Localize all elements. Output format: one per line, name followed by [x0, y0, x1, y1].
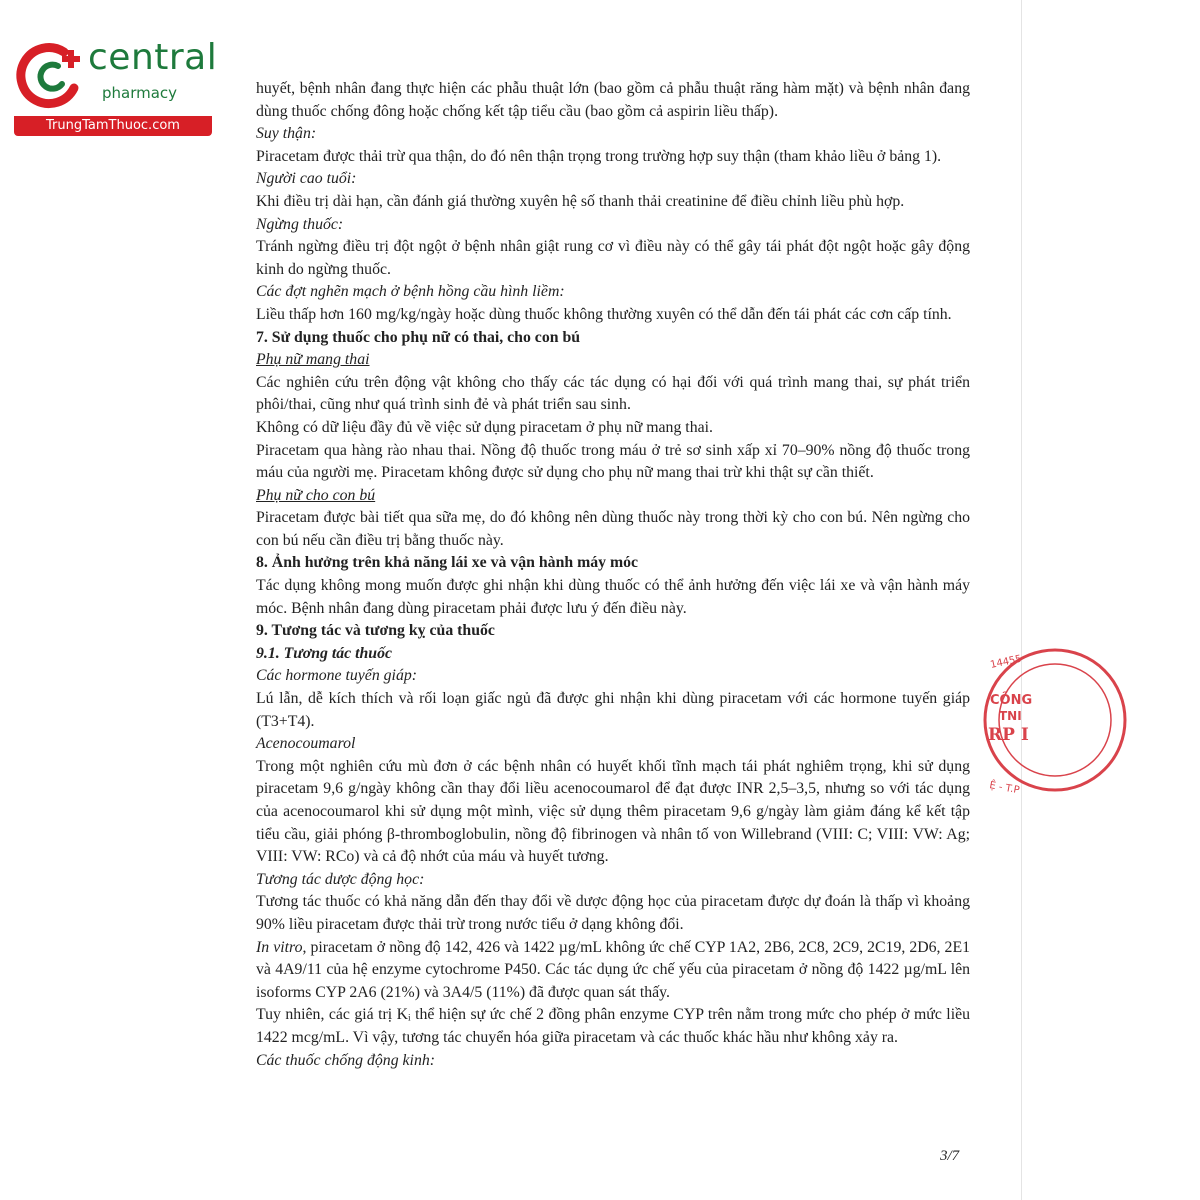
subheading: Phụ nữ cho con bú	[256, 486, 376, 504]
page-number: 3/7	[940, 1148, 960, 1164]
page-edge	[1021, 0, 1022, 1200]
pharmacy-c-cross-icon	[12, 36, 92, 116]
paragraph: Tác dụng không mong muốn được ghi nhận khi dùng thuốc có thể ảnh hưởng đến việc lái xe và vận hành máy móc. Bệnh nhân đang dùng piracetam phải được lưu ý đến điều này.	[256, 577, 970, 617]
logo-subtitle: pharmacy	[102, 84, 178, 102]
paragraph: Piracetam được bài tiết qua sữa mẹ, do đó không nên dùng thuốc này trong thời kỳ cho con bú. Nên ngừng cho con bú nếu cần điều trị bằng thuốc này.	[256, 509, 970, 549]
paragraph: Các nghiên cứu trên động vật không cho thấy các tác dụng có hại đối với quá trình mang thai, sự phát triển phôi/thai, cũng như quá trình sinh đẻ và phát triển sau sinh.	[256, 373, 970, 414]
paragraph	[256, 937, 970, 1005]
paragraph: Piracetam qua hàng rào nhau thai. Nồng độ thuốc trong máu ở trẻ sơ sinh xấp xỉ 70–90% nồng độ thuốc trong máu của người mẹ. Piracetam không được sử dụng cho phụ nữ mang thai trừ khi thật sự cần thiết.	[256, 441, 970, 482]
subheading: Các thuốc chống động kinh:	[256, 1051, 435, 1069]
paragraph-lead: In vitro	[256, 938, 303, 956]
paragraph: Trong một nghiên cứu mù đơn ở các bệnh nhân có huyết khối tĩnh mạch tái phát nghiêm trọng, khi sử dụng piracetam 9,6 g/ngày không cần thay đổi liều acenocoumarol để đạt được INR 2,5–3,5, nhưng so với tác dụng của acenocoumarol khi sử dụng một mình, việc sử dụng thêm piracetam 9,6 g/ngày làm giảm đáng kể kết tập tiểu cầu, giải phóng β-thromboglobulin, nồng độ fibrinogen và nhân tố von Willebrand (VIII: C; VIII: VW: Ag; VIII: VW: RCo) và cả độ nhớt của máu và huyết tương.	[256, 757, 970, 866]
svg-text:TNI: TNI	[999, 709, 1022, 723]
subheading: Người cao tuổi:	[256, 170, 357, 188]
red-stamp-seal	[985, 640, 1033, 800]
subheading: Ngừng thuốc:	[256, 215, 344, 233]
svg-text:14455: 14455	[989, 653, 1023, 671]
paragraph: Khi điều trị dài hạn, cần đánh giá thường xuyên hệ số thanh thải creatinine để điều chỉnh liều phù hợp.	[256, 192, 905, 210]
subheading: Các đợt nghẽn mạch ở bệnh hồng cầu hình liềm:	[256, 283, 565, 301]
section-heading: 9.1. Tương tác thuốc	[256, 644, 392, 662]
svg-text:RP I: RP I	[988, 725, 1029, 745]
paragraph-text: , piracetam ở nồng độ 142, 426 và 1422 µg/mL không ức chế CYP 1A2, 2B6, 2C8, 2C9, 2C19, 2D6, 2E1 và 4A9/11 của hệ enzyme cytochrome P450. Các tác dụng ức chế yếu của piracetam ở nồng độ 1422 µg/mL lên isoforms CYP 2A6 (21%) và 3A4/5 (11%) đã được quan sát thấy.	[256, 938, 970, 1001]
subheading: Các hormone tuyến giáp:	[256, 667, 418, 685]
subheading: Suy thận:	[256, 125, 317, 143]
paragraph: Liều thấp hơn 160 mg/kg/ngày hoặc dùng thuốc không thường xuyên có thể dẫn đến tái phát các cơn cấp tính.	[256, 305, 952, 323]
subheading: Phụ nữ mang thai	[256, 351, 370, 369]
section-heading: 8. Ảnh hưởng trên khả năng lái xe và vận hành máy móc	[256, 554, 639, 572]
logo-url: TrungTamThuoc.com	[14, 116, 212, 136]
paragraph: Tránh ngừng điều trị đột ngột ở bệnh nhân giật rung cơ vì điều này có thể gây tái phát đột ngột hoặc gây động kinh do ngừng thuốc.	[256, 238, 970, 278]
paragraph: Piracetam được thải trừ qua thận, do đó nên thận trọng trong trường hợp suy thận (tham khảo liều ở bảng 1).	[256, 147, 942, 165]
document-body	[256, 78, 970, 1072]
paragraph: Tuy nhiên, các giá trị Kᵢ thể hiện sự ức chế 2 đồng phân enzyme CYP trên nằm trong mức cho phép ở mức liều 1422 mcg/mL. Vì vậy, tương tác chuyển hóa giữa piracetam và các thuốc khác hầu như không xảy ra.	[256, 1006, 970, 1046]
svg-text:CÔNG: CÔNG	[990, 693, 1033, 708]
subheading: Acenocoumarol	[256, 735, 356, 753]
paragraph: Lú lẫn, dễ kích thích và rối loạn giấc ngủ đã được ghi nhận khi dùng piracetam với các hormone tuyến giáp (T3+T4).	[256, 690, 970, 730]
paragraph: Tương tác thuốc có khả năng dẫn đến thay đổi về dược động học của piracetam được dự đoán là thấp vì khoảng 90% liều piracetam được thải trừ trong nước tiểu ở dạng không đổi.	[256, 893, 970, 933]
central-pharmacy-logo	[10, 36, 218, 136]
paragraph: huyết, bệnh nhân đang thực hiện các phẫu thuật lớn (bao gồm cả phẫu thuật răng hàm mặt) và bệnh nhân đang dùng thuốc chống đông hoặc chống kết tập tiểu cầu (bao gồm cả aspirin liều thấp).	[256, 80, 970, 120]
svg-text:Ệ - T.P: Ệ - T.P	[988, 780, 1021, 797]
subheading: Tương tác dược động học:	[256, 870, 425, 888]
section-heading: 7. Sử dụng thuốc cho phụ nữ có thai, cho con bú	[256, 328, 581, 346]
paragraph: Không có dữ liệu đầy đủ về việc sử dụng piracetam ở phụ nữ mang thai.	[256, 418, 713, 436]
logo-name: central	[88, 37, 218, 78]
section-heading: 9. Tương tác và tương kỵ của thuốc	[256, 622, 495, 640]
